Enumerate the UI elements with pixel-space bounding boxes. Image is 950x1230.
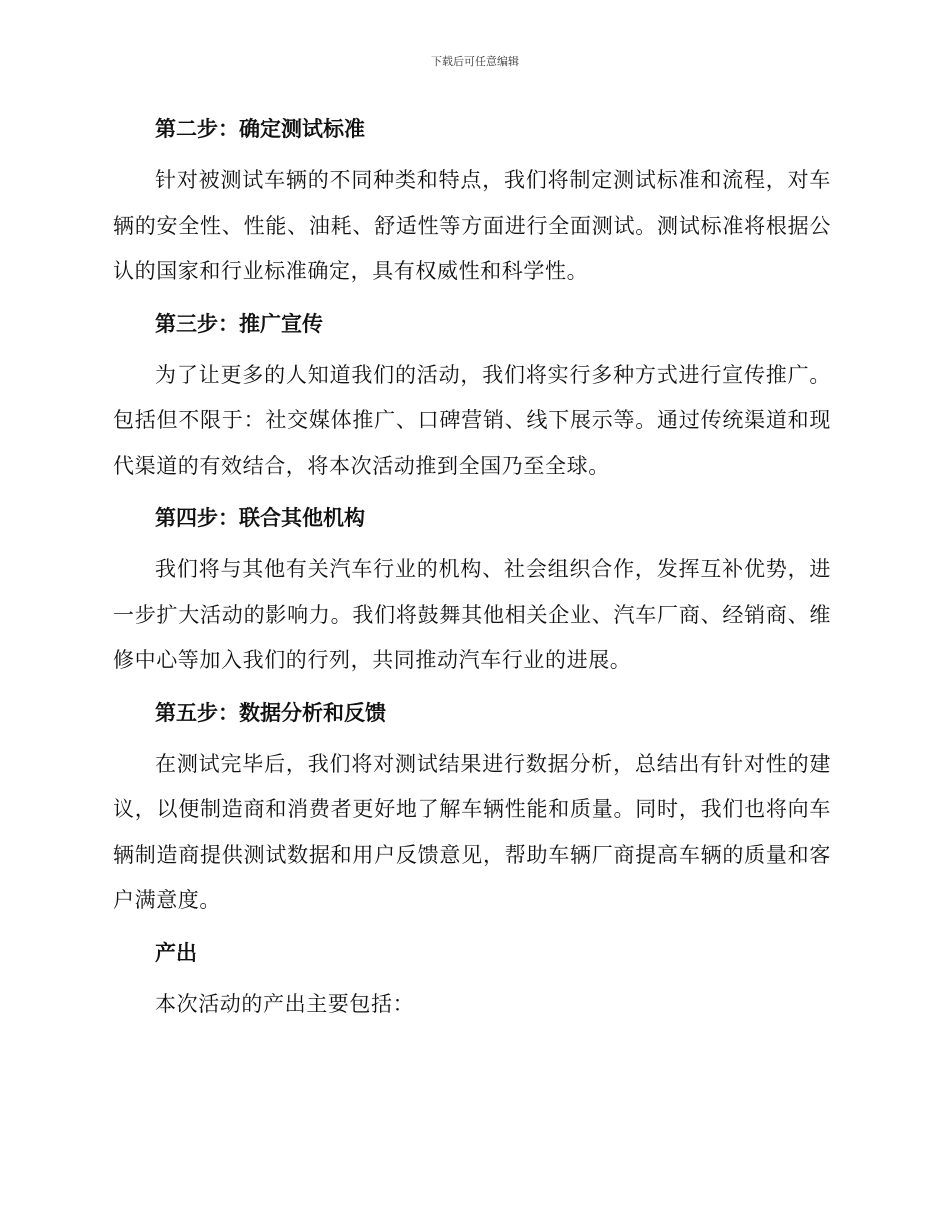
section-heading-step-5: 第五步：数据分析和反馈 <box>155 700 386 725</box>
section-heading-step-2: 第二步：确定测试标准 <box>155 117 365 141</box>
section-heading-output: 产出 <box>155 940 197 965</box>
section-heading-step-3: 第三步：推广宣传 <box>155 311 323 336</box>
section-paragraph-output: 本次活动的产出主要包括： <box>155 991 415 1016</box>
document-body <box>113 112 831 1039</box>
section-paragraph-step-4: 我们将与其他有关汽车行业的机构、社会组织合作，发挥互补优势，进一步扩大活动的影响力。我们将鼓舞其他相关企业、汽车厂商、经销商、维修中心等加入我们的行列，共同推动汽车行业的进展。 <box>113 557 831 672</box>
section-paragraph-step-2: 针对被测试车辆的不同种类和特点，我们将制定测试标准和流程，对车辆的安全性、性能、油耗、舒适性等方面进行全面测试。测试标准将根据公认的国家和行业标准确定，具有权威性和科学性。 <box>113 168 831 283</box>
header-note: 下载后可任意编辑 <box>431 55 519 68</box>
section-heading-step-4: 第四步：联合其他机构 <box>155 506 365 530</box>
section-paragraph-step-3: 为了让更多的人知道我们的活动，我们将实行多种方式进行宣传推广。包括但不限于：社交媒体推广、口碑营销、线下展示等。通过传统渠道和现代渠道的有效结合，将本次活动推到全国乃至全球。 <box>113 362 831 478</box>
section-paragraph-step-5: 在测试完毕后，我们将对测试结果进行数据分析，总结出有针对性的建议，以便制造商和消费者更好地了解车辆性能和质量。同时，我们也将向车辆制造商提供测试数据和用户反馈意见，帮助车辆厂商提高车辆的质量和客户满意度。 <box>113 751 831 912</box>
